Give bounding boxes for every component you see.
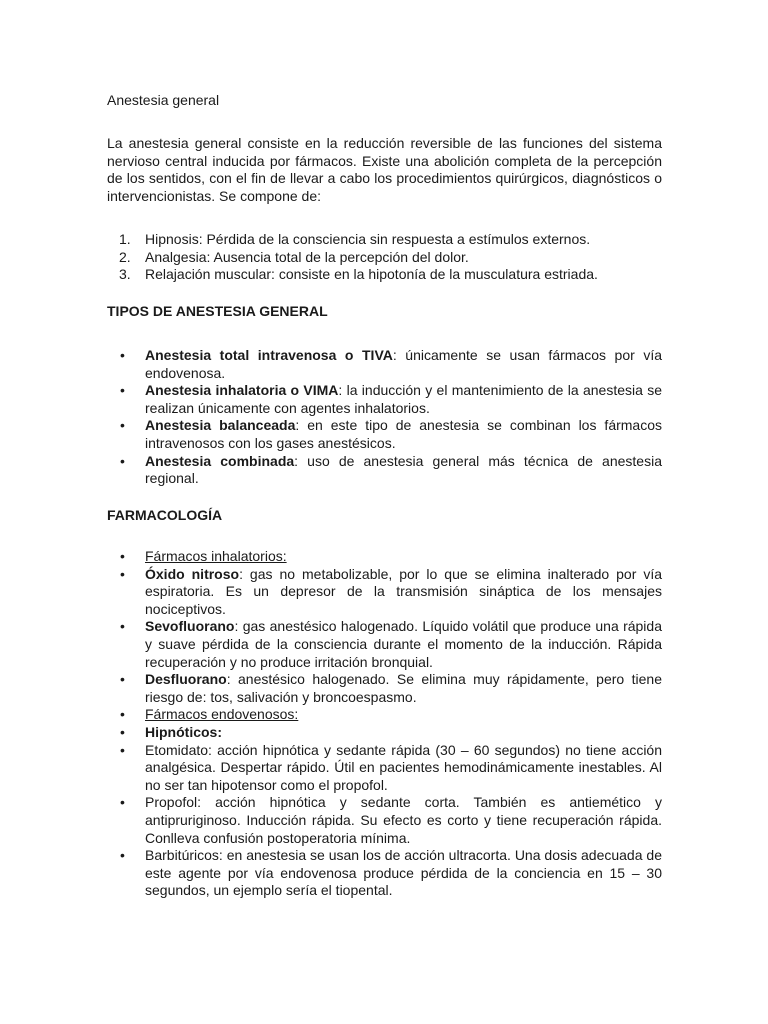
item-term: Sevofluorano — [145, 618, 235, 635]
bullet-icon: • — [120, 741, 125, 758]
item-term: Anestesia balanceada — [145, 417, 296, 434]
item-number: 1. — [119, 231, 131, 247]
item-term: Hipnóticos: — [145, 723, 222, 740]
components-list — [107, 231, 662, 284]
item-text: : gas anestésico halogenado. Líquido volátil que produce una rápida y suave pérdida de la consciencia durante el momento de la inducción. Rápida recuperación y no produce irritación bronquial. — [145, 618, 662, 670]
document-title: Anestesia general — [107, 92, 220, 108]
item-term: Óxido nitroso — [145, 565, 240, 582]
list-item — [107, 742, 662, 795]
item-text: : uso de anestesia general más técnica de anestesia regional. — [145, 452, 662, 487]
subsection-label: Fármacos endovenosos: — [145, 706, 299, 723]
bullet-icon: • — [120, 618, 125, 635]
item-term: Anestesia inhalatoria o VIMA — [145, 382, 339, 399]
list-item — [107, 847, 662, 900]
item-text: Etomidato: acción hipnótica y sedante rápida (30 – 60 segundos) no tiene acción analgésica. Despertar rápido. Útil en pacientes hemodinámicamente inestables. Al no ser tan hipotensor como el propofol. — [145, 741, 662, 793]
section-heading-farmacologia: FARMACOLOGÍA — [107, 507, 223, 523]
bullet-icon: • — [120, 452, 125, 469]
intro-paragraph: La anestesia general consiste en la reducción reversible de las funciones del sistema nervioso central inducida por fármacos. Existe una abolición completa de la percepción de los sentidos, con el fin de llevar a cabo los procedimientos quirúrgicos, diagnósticos o intervencionistas. Se compone de: — [107, 135, 662, 204]
bullet-icon: • — [120, 548, 125, 564]
item-text: Analgesia: Ausencia total de la percepción del dolor. — [145, 248, 469, 265]
item-number: 2. — [119, 248, 131, 265]
item-text: : gas no metabolizable, por lo que se elimina inalterado por vía espiratoria. Es un depresor de la transmisión sináptica de los mensajes nociceptivos. — [145, 565, 663, 617]
tipos-list — [107, 347, 662, 488]
item-text: : la inducción y el mantenimiento de la anestesia se realizan únicamente con agentes inhalatorios. — [145, 382, 662, 416]
list-item — [107, 566, 662, 619]
subsection-label: Fármacos inhalatorios: — [145, 548, 287, 564]
bullet-icon: • — [120, 565, 125, 582]
list-item — [107, 794, 662, 847]
bullet-icon: • — [120, 847, 125, 864]
item-term: Anestesia total intravenosa o TIVA — [145, 347, 393, 363]
list-item — [107, 706, 662, 724]
list-item — [107, 724, 662, 742]
item-term: Desfluorano — [145, 671, 227, 688]
bullet-icon: • — [120, 723, 125, 740]
item-text: Relajación muscular: consiste en la hipotonía de la musculatura estriada. — [145, 266, 598, 283]
bullet-icon: • — [120, 417, 125, 434]
list-item — [107, 249, 662, 267]
list-item — [107, 266, 662, 284]
bullet-icon: • — [120, 671, 125, 688]
item-text: : únicamente se usan fármacos por vía endovenosa. — [145, 347, 663, 381]
item-number: 3. — [119, 266, 131, 283]
list-item — [107, 548, 662, 566]
list-item — [107, 453, 662, 488]
bullet-icon: • — [120, 706, 125, 723]
item-text: Hipnosis: Pérdida de la consciencia sin respuesta a estímulos externos. — [145, 231, 591, 247]
farmacologia-list — [107, 548, 662, 900]
item-text: Propofol: acción hipnótica y sedante corta. También es antiemético y antipruriginoso. Inducción rápida. Su efecto es corto y tiene recuperación rápida. Conlleva confusión postoperatoria mínima. — [145, 794, 662, 846]
list-item — [107, 347, 662, 382]
list-item — [107, 417, 662, 452]
item-text: : anestésico halogenado. Se elimina muy rápidamente, pero tiene riesgo de: tos, salivación y broncoespasmo. — [145, 671, 662, 705]
item-term: Anestesia combinada — [145, 452, 295, 469]
section-heading-tipos: TIPOS DE ANESTESIA GENERAL — [107, 303, 328, 319]
item-text: Barbitúricos: en anestesia se usan los de acción ultracorta. Una dosis adecuada de este agente por vía endovenosa produce pérdida de la conciencia en 15 – 30 segundos, un ejemplo sería el tiopental. — [145, 847, 662, 899]
item-text: : en este tipo de anestesia se combinan los fármacos intravenosos con los gases anestésicos. — [145, 417, 662, 451]
list-item — [107, 618, 662, 671]
bullet-icon: • — [120, 382, 125, 399]
list-item — [107, 231, 662, 249]
list-item — [107, 382, 662, 417]
list-item — [107, 671, 662, 706]
bullet-icon: • — [120, 347, 125, 363]
bullet-icon: • — [120, 794, 125, 811]
